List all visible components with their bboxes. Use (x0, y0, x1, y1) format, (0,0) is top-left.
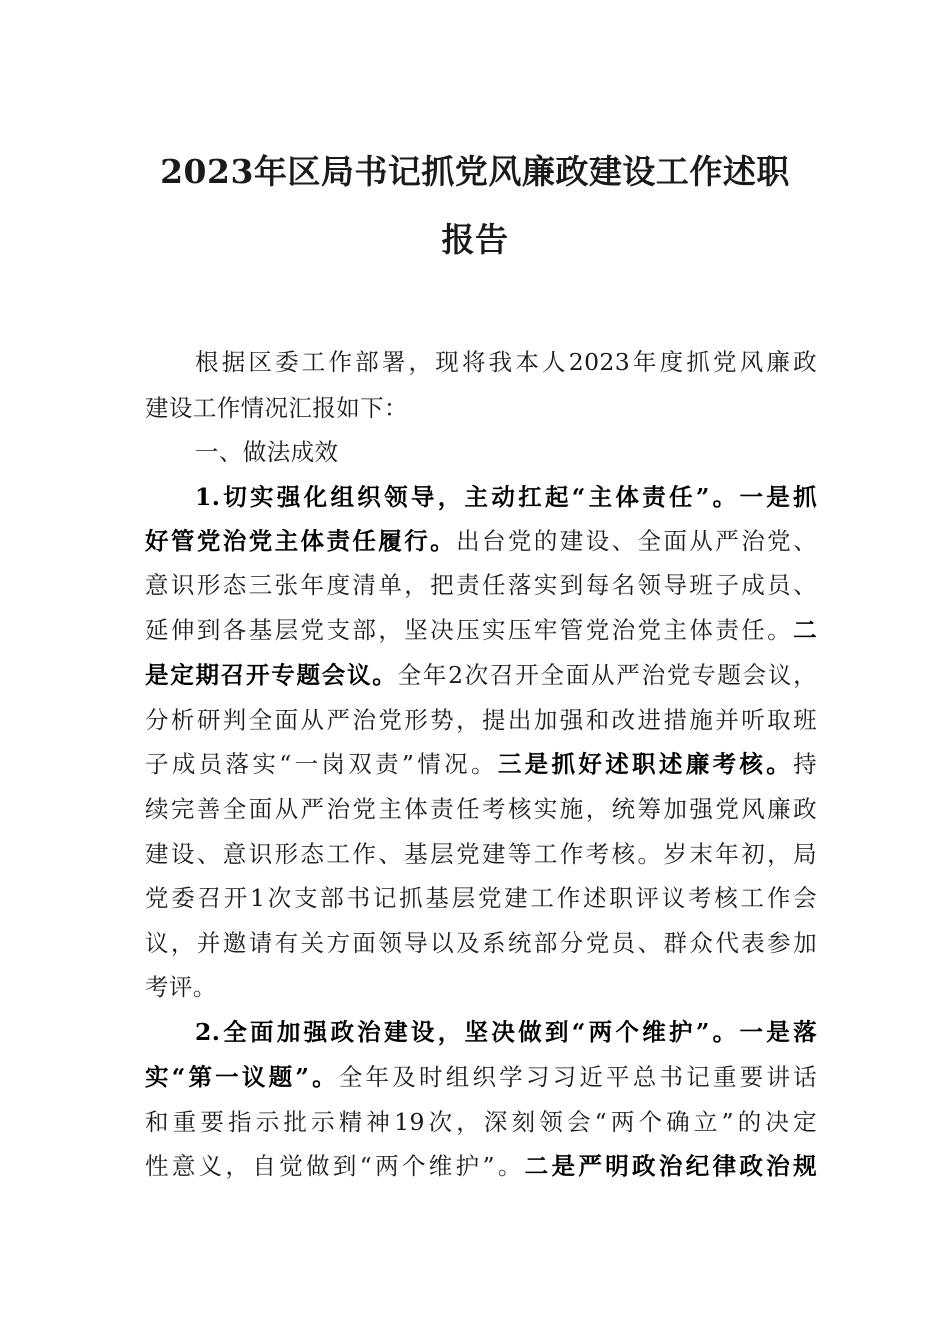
item1-line-5-text: 全年2次召开全面从严治党专题会议， (397, 661, 817, 689)
item2-subheading-1: 实“第一议题”。 (145, 1063, 339, 1091)
item1-line-7-text: 子成员落实“一岗双责”情况。 (145, 750, 498, 778)
item1-line-7-tail: 持 (793, 750, 817, 778)
item2-line-2 (145, 1061, 817, 1093)
item1-line-6: 分析研判全面从严治党形势，提出加强和改进措施并听取班 (145, 706, 817, 734)
item1-line-11: 议，并邀请有关方面领导以及系统部分党员、群众代表参加 (145, 929, 817, 957)
item1-line-3: 意识形态三张年度清单，把责任落实到每名领导班子成员、 (145, 571, 817, 599)
item1-line-4-text: 延伸到各基层党支部，坚决压实压牢管党治党主体责任。 (145, 616, 794, 644)
item1-line-2-text: 出台党的建设、全面从严治党、 (456, 527, 817, 555)
item2-line-4-text: 性意义，自觉做到“两个维护”。 (145, 1152, 525, 1180)
item1-subheading-2-start: 二 (793, 616, 817, 644)
item1-line-2 (145, 525, 817, 557)
item1-subheading-3: 三是抓好述职述廉考核。 (497, 750, 794, 778)
item1-line-4 (145, 614, 817, 646)
section-heading: 一、做法成效 (195, 438, 339, 466)
intro-line-2: 建设工作情况汇报如下： (145, 394, 408, 422)
item1-line-7 (145, 748, 817, 780)
item2-heading-line: 2.全面加强政治建设，坚决做到“两个维护”。一是落 (195, 1018, 817, 1046)
item2-line-3: 和重要指示批示精神19次，深刻领会“两个确立”的决定 (145, 1108, 817, 1136)
item1-line-5 (145, 659, 817, 691)
document-title-line-2: 报告 (441, 220, 509, 259)
item1-subheading-1: 好管党治党主体责任履行。 (145, 527, 457, 555)
item2-line-4 (145, 1150, 817, 1182)
item2-line-2-text: 全年及时组织学习习近平总书记重要讲话 (338, 1063, 818, 1091)
document-title-line-1: 2023年区局书记抓党风廉政建设工作述职 (160, 152, 790, 191)
item2-subheading-2: 二是严明政治纪律政治规 (524, 1152, 817, 1180)
item1-line-8: 续完善全面从严治党主体责任考核实施，统筹加强党风廉政 (145, 795, 817, 823)
item1-line-10: 党委召开1次支部书记抓基层党建工作述职评议考核工作会 (145, 884, 817, 912)
intro-line-1: 根据区委工作部署，现将我本人2023年度抓党风廉政 (195, 348, 817, 376)
item1-subheading-2: 是定期召开专题会议。 (145, 661, 398, 689)
item1-line-12: 考评。 (145, 973, 217, 1001)
item1-heading-line: 1.切实强化组织领导，主动扛起“主体责任”。一是抓 (195, 483, 817, 511)
item1-line-9: 建设、意识形态工作、基层党建等工作考核。岁末年初，局 (145, 840, 817, 868)
